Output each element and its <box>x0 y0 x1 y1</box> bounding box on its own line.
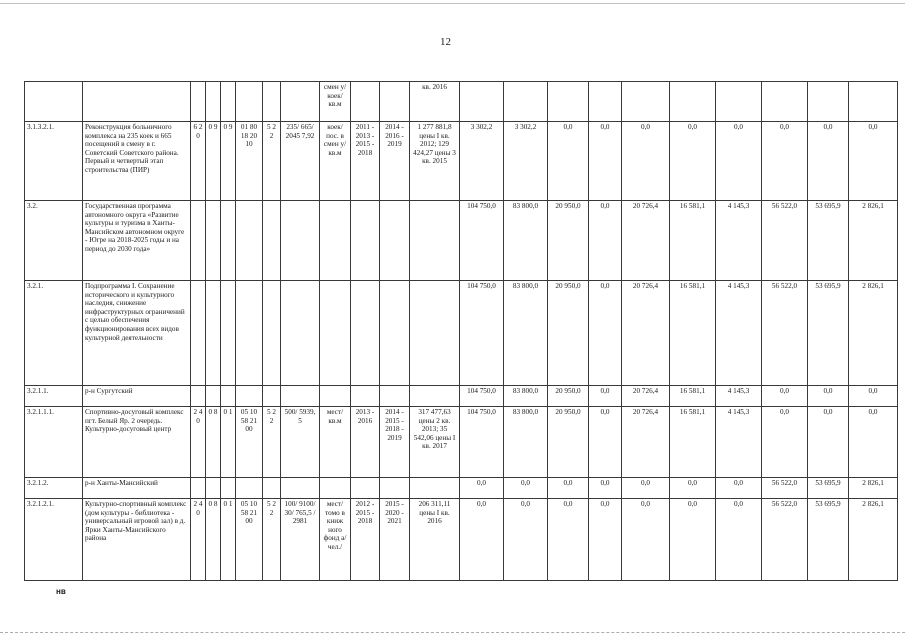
cell-year-end: 2015 - 2020 - 2021 <box>380 499 410 581</box>
cell-local-2018: 0,0 <box>548 499 589 581</box>
cell-total-2018: 104 750,0 <box>460 281 504 386</box>
footer-mark: нв <box>56 587 66 596</box>
cell-capacity: 500/ 5939, 5 <box>281 407 320 478</box>
cell-total-2018: 0,0 <box>460 478 504 499</box>
cell-district-2020 <box>808 82 849 122</box>
cell-year-start <box>351 82 380 122</box>
cell-district-2018: 3 302,2 <box>504 122 548 201</box>
cell-unit <box>320 478 351 499</box>
cell-kbk <box>206 201 221 281</box>
cell-local-2019: 4 145,3 <box>716 386 762 407</box>
cell-district-2018: 83 800,0 <box>504 201 548 281</box>
cell-total-2019: 20 726,4 <box>622 407 670 478</box>
cell-kbk <box>263 281 281 386</box>
cell-district-2019: 16 581,1 <box>670 281 716 386</box>
cell-other-2018: 0,0 <box>589 407 622 478</box>
cell-capacity <box>281 386 320 407</box>
cell-capacity: 235/ 665/ 2045 7,92 <box>281 122 320 201</box>
cell-kbk <box>236 201 263 281</box>
cell-code <box>25 82 83 122</box>
cell-district-2019: 16 581,1 <box>670 386 716 407</box>
cell-total-2018: 0,0 <box>460 499 504 581</box>
cell-unit: мест/ кв.м <box>320 407 351 478</box>
cell-local-2018: 20 950,0 <box>548 386 589 407</box>
scan-edge-bottom <box>0 632 905 634</box>
cell-year-end: 2014 - 2016 - 2019 <box>380 122 410 201</box>
table-row <box>25 82 898 122</box>
cell-total-2020 <box>762 82 808 122</box>
cell-local-2018 <box>548 82 589 122</box>
cell-estimate <box>410 386 460 407</box>
cell-kbk <box>221 201 236 281</box>
cell-estimate <box>410 281 460 386</box>
cell-year-end: 2014 - 2015 - 2018 - 2019 <box>380 407 410 478</box>
cell-local-2020 <box>849 82 898 122</box>
cell-year-end <box>380 478 410 499</box>
cell-name: Спортивно-досуговый комплекс пгт. Белый Яр. 2 очередь. Культурно-досуговый центр <box>83 407 191 478</box>
cell-district-2019: 0,0 <box>670 478 716 499</box>
cell-estimate: кв. 2016 <box>410 82 460 122</box>
cell-total-2018 <box>460 82 504 122</box>
cell-kbk: 05 10 58 21 00 <box>236 499 263 581</box>
cell-name: Реконструкция больничного комплекса на 235 коек и 665 посещений в смену в г. Советский Советского района. Первый и четвертый этап строительства (ПИР) <box>83 122 191 201</box>
cell-kbk: 0 9 <box>221 122 236 201</box>
cell-estimate: 317 477,63 цены 2 кв. 2013; 35 542,06 цены I кв. 2017 <box>410 407 460 478</box>
cell-district-2019 <box>670 82 716 122</box>
cell-year-end <box>380 386 410 407</box>
cell-unit <box>320 386 351 407</box>
cell-kbk: 2 4 0 <box>191 499 206 581</box>
cell-kbk <box>236 386 263 407</box>
cell-code: 3.2.1.2. <box>25 478 83 499</box>
cell-local-2018: 0,0 <box>548 478 589 499</box>
cell-kbk <box>191 281 206 386</box>
cell-year-end <box>380 201 410 281</box>
cell-estimate <box>410 478 460 499</box>
cell-kbk <box>221 281 236 386</box>
cell-name <box>83 82 191 122</box>
cell-estimate <box>410 201 460 281</box>
cell-kbk: 01 80 18 20 10 <box>236 122 263 201</box>
cell-year-start <box>351 478 380 499</box>
cell-total-2019: 0,0 <box>622 499 670 581</box>
cell-local-2018: 0,0 <box>548 122 589 201</box>
cell-kbk: 0 1 <box>221 499 236 581</box>
cell-kbk <box>236 82 263 122</box>
cell-year-start <box>351 281 380 386</box>
cell-total-2018: 104 750,0 <box>460 201 504 281</box>
cell-local-2020: 0,0 <box>849 122 898 201</box>
cell-estimate: 1 277 881,8 цены I кв. 2012; 129 424,27 цены 3 кв. 2015 <box>410 122 460 201</box>
cell-year-start: 2013 - 2016 <box>351 407 380 478</box>
cell-kbk <box>263 386 281 407</box>
cell-kbk <box>221 82 236 122</box>
cell-kbk: 5 2 2 <box>263 122 281 201</box>
cell-other-2018: 0,0 <box>589 499 622 581</box>
cell-name: р-н Сургутский <box>83 386 191 407</box>
cell-kbk <box>221 478 236 499</box>
cell-district-2020: 0,0 <box>808 407 849 478</box>
cell-district-2018: 83 800,0 <box>504 407 548 478</box>
cell-total-2018: 3 302,2 <box>460 122 504 201</box>
cell-district-2018: 0,0 <box>504 499 548 581</box>
cell-kbk <box>206 281 221 386</box>
cell-local-2019: 4 145,3 <box>716 407 762 478</box>
cell-local-2020: 2 826,1 <box>849 201 898 281</box>
cell-total-2019: 20 726,4 <box>622 281 670 386</box>
table-row <box>25 499 898 581</box>
cell-local-2019: 0,0 <box>716 478 762 499</box>
cell-total-2020: 56 522,0 <box>762 281 808 386</box>
cell-total-2019 <box>622 82 670 122</box>
cell-kbk <box>191 82 206 122</box>
cell-district-2018: 0,0 <box>504 478 548 499</box>
cell-name: Подпрограмма I. Сохранение исторического и культурного наследия, снижение инфраструктурных ограничений с целью обеспечения функционирования всех видов культурной деятельности <box>83 281 191 386</box>
cell-district-2018 <box>504 82 548 122</box>
cell-capacity <box>281 201 320 281</box>
cell-district-2019: 0,0 <box>670 499 716 581</box>
cell-year-start <box>351 386 380 407</box>
table-row <box>25 386 898 407</box>
cell-district-2020: 0,0 <box>808 386 849 407</box>
cell-unit <box>320 201 351 281</box>
cell-year-start: 2012 - 2015 - 2018 <box>351 499 380 581</box>
cell-year-start: 2011 - 2013 - 2015 - 2018 <box>351 122 380 201</box>
cell-total-2019: 20 726,4 <box>622 386 670 407</box>
cell-district-2020: 53 695,9 <box>808 201 849 281</box>
cell-kbk: 6 2 0 <box>191 122 206 201</box>
cell-local-2018: 20 950,0 <box>548 201 589 281</box>
cell-year-start <box>351 201 380 281</box>
cell-year-end <box>380 82 410 122</box>
cell-estimate: 206 311,11 цены I кв. 2016 <box>410 499 460 581</box>
scan-edge-top <box>0 0 905 4</box>
cell-district-2019: 0,0 <box>670 122 716 201</box>
cell-kbk: 2 4 0 <box>191 407 206 478</box>
cell-code: 3.2.1.2.1. <box>25 499 83 581</box>
table-row <box>25 201 898 281</box>
cell-other-2018: 0,0 <box>589 281 622 386</box>
cell-local-2020: 2 826,1 <box>849 499 898 581</box>
cell-capacity <box>281 478 320 499</box>
cell-total-2018: 104 750,0 <box>460 386 504 407</box>
cell-kbk <box>191 201 206 281</box>
cell-district-2019: 16 581,1 <box>670 201 716 281</box>
cell-code: 3.2.1. <box>25 281 83 386</box>
cell-local-2020: 2 826,1 <box>849 478 898 499</box>
cell-local-2018: 20 950,0 <box>548 281 589 386</box>
cell-capacity <box>281 82 320 122</box>
cell-other-2018: 0,0 <box>589 201 622 281</box>
cell-name: Культурно-спортивный комплекс (дом культуры - библиотека - универсальный игровой зал) в д. Ярки Ханты-Мансийского района <box>83 499 191 581</box>
cell-kbk <box>236 478 263 499</box>
cell-district-2018: 83 800,0 <box>504 281 548 386</box>
cell-district-2020: 53 695,9 <box>808 281 849 386</box>
cell-kbk <box>263 201 281 281</box>
cell-local-2019 <box>716 82 762 122</box>
cell-kbk: 0 8 <box>206 407 221 478</box>
cell-local-2020: 0,0 <box>849 386 898 407</box>
cell-other-2018: 0,0 <box>589 122 622 201</box>
cell-district-2020: 53 695,9 <box>808 499 849 581</box>
cell-total-2019: 20 726,4 <box>622 201 670 281</box>
cell-kbk <box>263 478 281 499</box>
cell-unit: мест/ томо в книж ного фонд а/ чел./ <box>320 499 351 581</box>
cell-total-2020: 0,0 <box>762 386 808 407</box>
cell-kbk: 5 2 2 <box>263 499 281 581</box>
cell-district-2020: 0,0 <box>808 122 849 201</box>
cell-code: 3.2.1.1. <box>25 386 83 407</box>
cell-district-2019: 16 581,1 <box>670 407 716 478</box>
cell-total-2019: 0,0 <box>622 122 670 201</box>
cell-capacity: 100/ 9100/ 30/ 765,5 / 2981 <box>281 499 320 581</box>
table-body <box>25 82 898 581</box>
cell-unit: коек/ пос. в смен у/ кв.м <box>320 122 351 201</box>
cell-unit: смен у/ коек/ кв.м <box>320 82 351 122</box>
cell-code: 3.1.3.2.1. <box>25 122 83 201</box>
cell-kbk: 0 1 <box>221 407 236 478</box>
table-row <box>25 407 898 478</box>
cell-kbk <box>206 386 221 407</box>
page-number: 12 <box>440 36 451 48</box>
cell-kbk <box>221 386 236 407</box>
cell-total-2020: 56 522,0 <box>762 201 808 281</box>
cell-total-2020: 56 522,0 <box>762 478 808 499</box>
cell-local-2019: 4 145,3 <box>716 201 762 281</box>
cell-local-2018: 20 950,0 <box>548 407 589 478</box>
cell-kbk <box>206 478 221 499</box>
cell-kbk <box>191 478 206 499</box>
cell-capacity <box>281 281 320 386</box>
cell-total-2018: 104 750,0 <box>460 407 504 478</box>
cell-district-2018: 83 800,0 <box>504 386 548 407</box>
cell-code: 3.2. <box>25 201 83 281</box>
cell-name: р-н Ханты-Мансийский <box>83 478 191 499</box>
cell-other-2018 <box>589 82 622 122</box>
cell-kbk <box>191 386 206 407</box>
cell-other-2018: 0,0 <box>589 386 622 407</box>
cell-kbk: 05 10 58 21 00 <box>236 407 263 478</box>
cell-total-2020: 0,0 <box>762 122 808 201</box>
cell-code: 3.2.1.1.1. <box>25 407 83 478</box>
cell-kbk <box>263 82 281 122</box>
cell-year-end <box>380 281 410 386</box>
cell-local-2020: 0,0 <box>849 407 898 478</box>
cell-kbk <box>236 281 263 386</box>
cell-local-2019: 0,0 <box>716 122 762 201</box>
cell-total-2020: 0,0 <box>762 407 808 478</box>
cell-unit <box>320 281 351 386</box>
cell-other-2018: 0,0 <box>589 478 622 499</box>
budget-table <box>24 81 898 581</box>
cell-kbk: 5 2 2 <box>263 407 281 478</box>
cell-kbk: 0 9 <box>206 122 221 201</box>
table-row <box>25 122 898 201</box>
cell-name: Государственная программа автономного округа «Развитие культуры и туризма в Ханты-Мансийском автономном округе - Югре на 2018-2025 годы и на период до 2030 года» <box>83 201 191 281</box>
cell-total-2019: 0,0 <box>622 478 670 499</box>
cell-local-2020: 2 826,1 <box>849 281 898 386</box>
cell-local-2019: 0,0 <box>716 499 762 581</box>
cell-kbk: 0 8 <box>206 499 221 581</box>
cell-local-2019: 4 145,3 <box>716 281 762 386</box>
cell-kbk <box>206 82 221 122</box>
cell-total-2020: 56 522,0 <box>762 499 808 581</box>
table-row <box>25 281 898 386</box>
table-row <box>25 478 898 499</box>
cell-district-2020: 53 695,9 <box>808 478 849 499</box>
